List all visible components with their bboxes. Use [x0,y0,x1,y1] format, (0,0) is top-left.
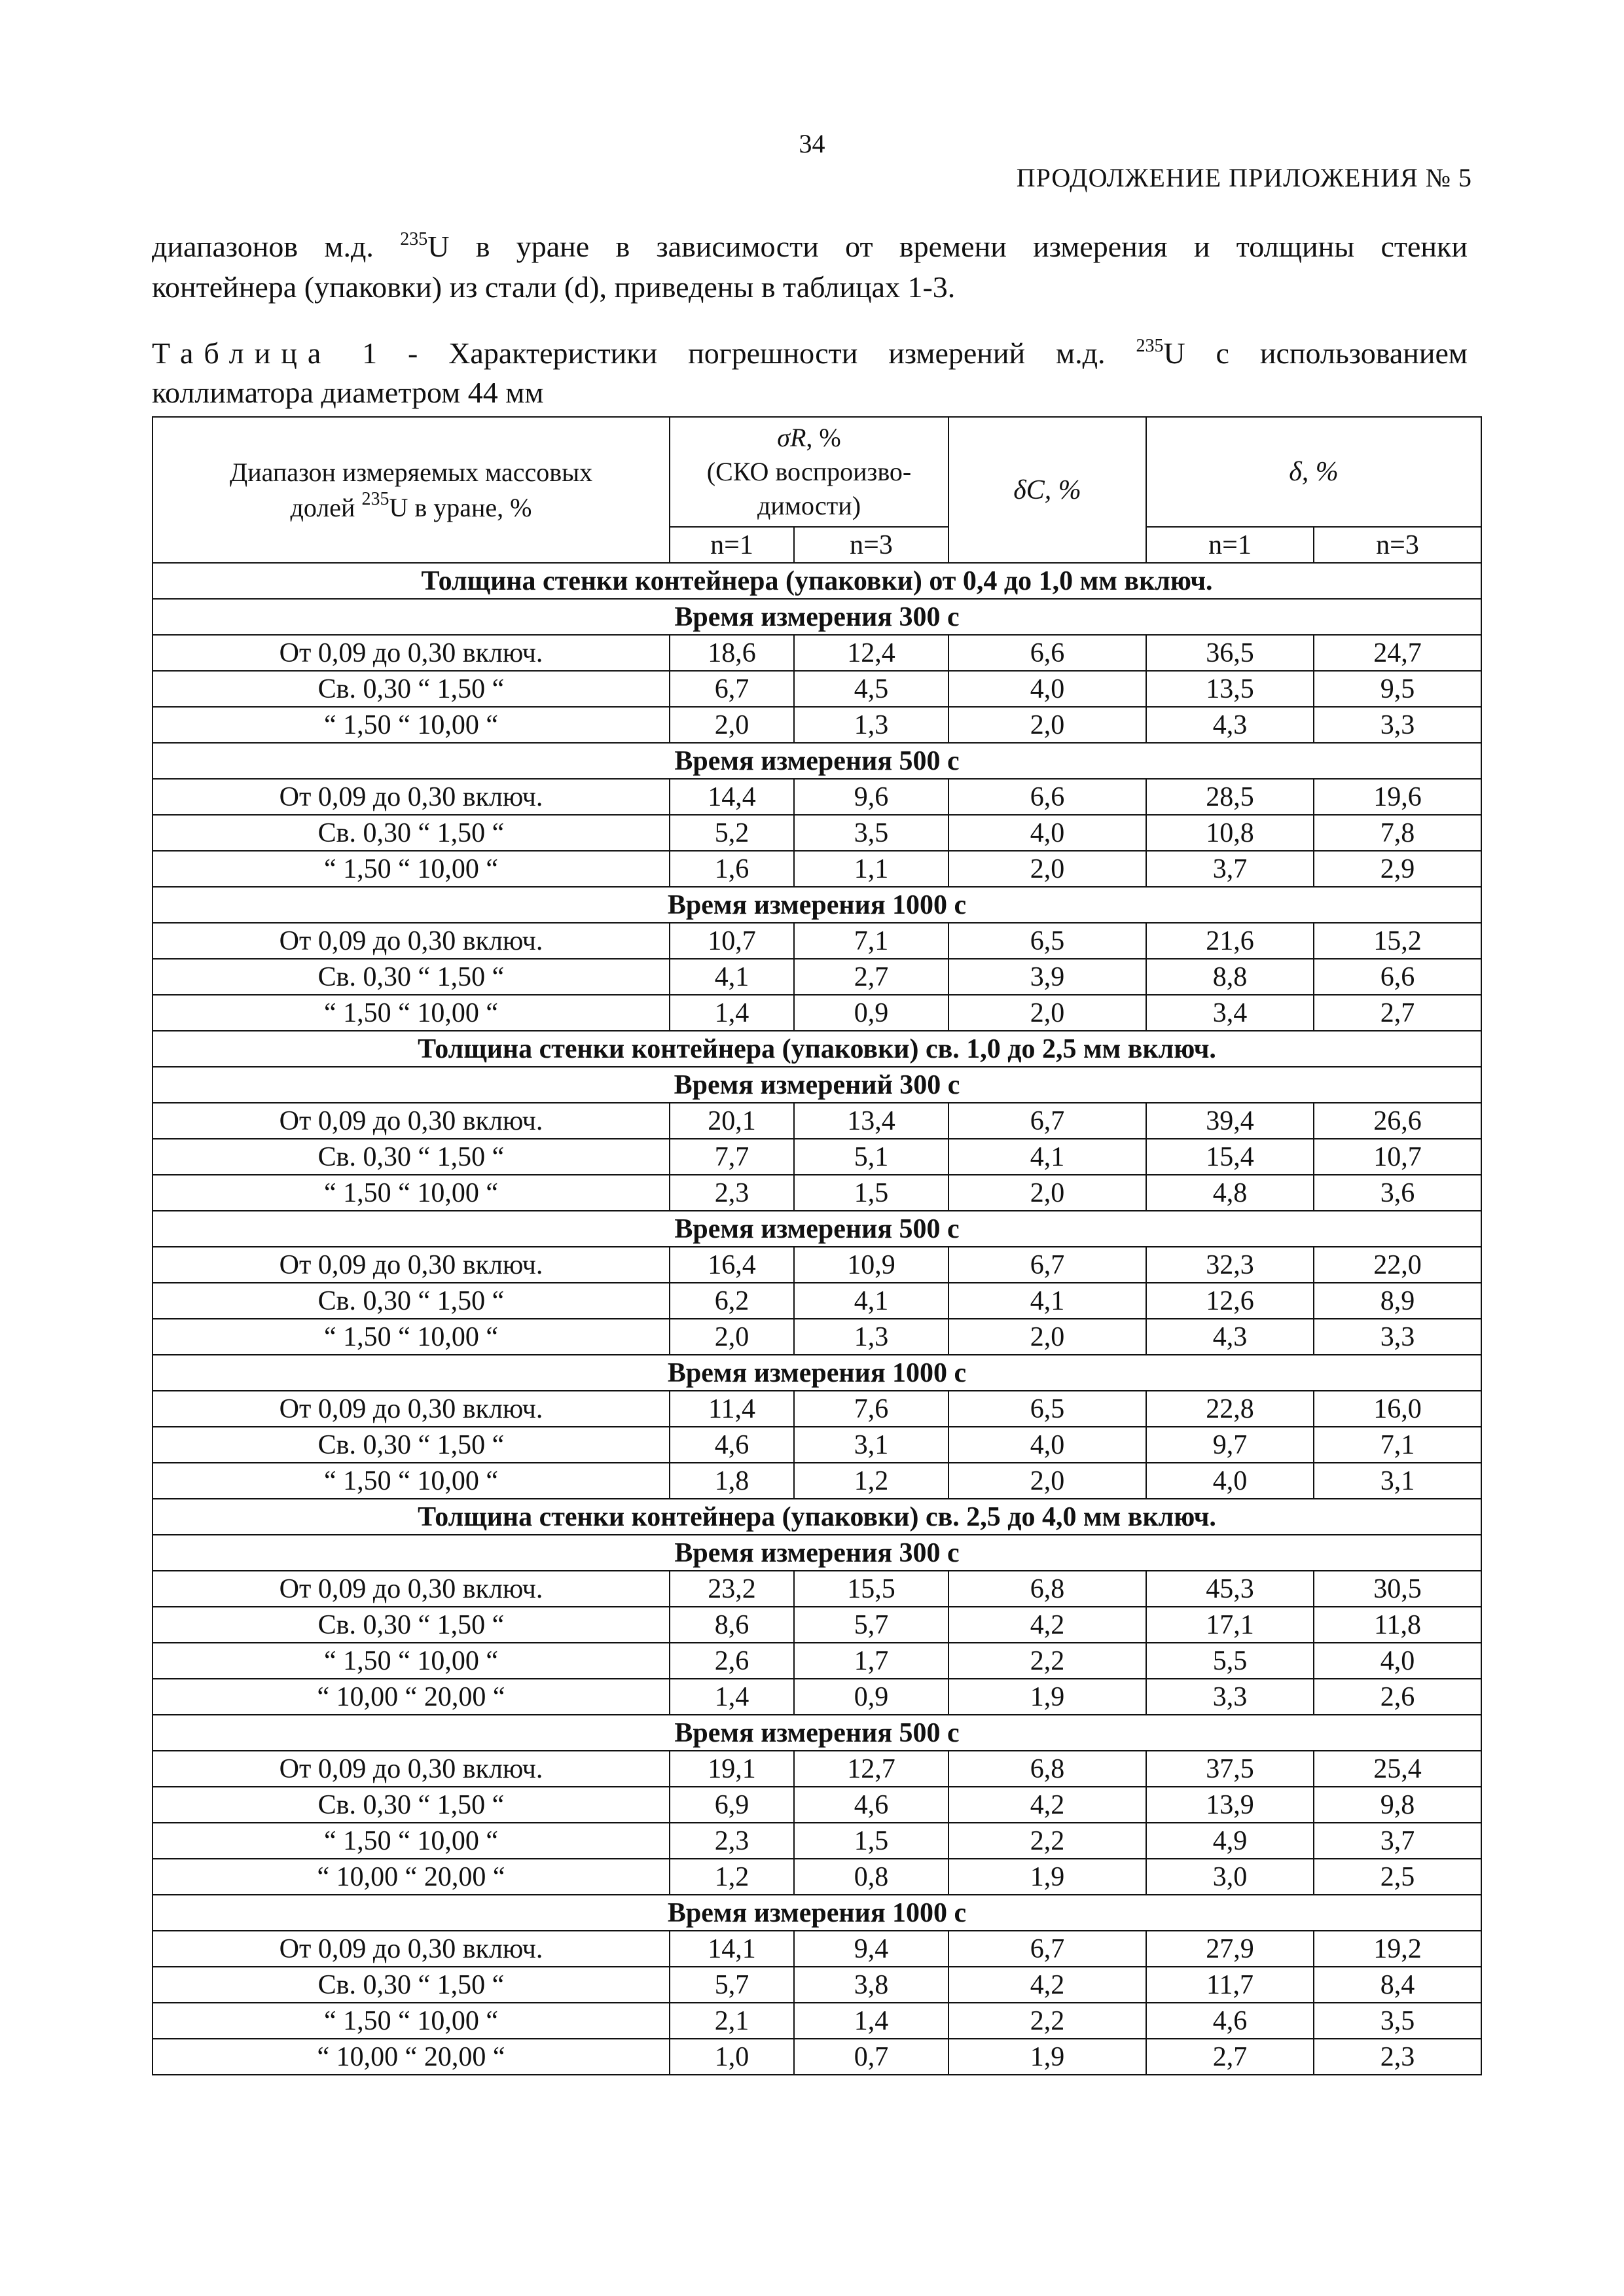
sigma-n1-cell: 2,3 [670,1175,794,1211]
delta-n3-cell: 3,1 [1314,1463,1481,1499]
header-delta-c: δC, % [948,417,1146,563]
range-cell: От 0,09 до 0,30 включ. [153,1391,670,1427]
delta-c-cell: 4,0 [948,671,1146,707]
range-cell: “ 1,50 “ 10,00 “ [153,1463,670,1499]
table-row [153,1391,1481,1427]
measurement-time-title: Время измерения 300 с [153,1535,1481,1571]
delta-c-cell: 2,0 [948,1463,1146,1499]
range-cell: “ 1,50 “ 10,00 “ [153,995,670,1031]
appendix-header: ПРОДОЛЖЕНИЕ ПРИЛОЖЕНИЯ № 5 [1016,163,1472,192]
delta-c-cell: 1,9 [948,1859,1146,1895]
delta-n3-cell: 10,7 [1314,1139,1481,1175]
caption-label: Таблица [152,336,332,370]
delta-n3-cell: 24,7 [1314,635,1481,671]
delta-c-cell: 6,8 [948,1751,1146,1787]
sigma-n1-cell: 16,4 [670,1247,794,1283]
range-cell: Св. 0,30 “ 1,50 “ [153,815,670,851]
delta-c-cell: 6,7 [948,1247,1146,1283]
sigma-n3-cell: 7,1 [794,923,948,959]
table-row [153,1427,1481,1463]
error-characteristics-table [152,416,1482,2075]
delta-c-cell: 4,2 [948,1967,1146,2003]
sigma-n3-cell: 1,3 [794,707,948,743]
delta-n1-cell: 5,5 [1146,1643,1314,1679]
table-caption [152,334,1468,412]
delta-n1-cell: 22,8 [1146,1391,1314,1427]
delta-n3-cell: 4,0 [1314,1643,1481,1679]
delta-n3-cell: 3,6 [1314,1175,1481,1211]
range-cell: От 0,09 до 0,30 включ. [153,779,670,815]
table-row [153,707,1481,743]
range-cell: “ 1,50 “ 10,00 “ [153,1319,670,1355]
table-row [153,1679,1481,1715]
sigma-n3-cell: 12,4 [794,635,948,671]
sigma-n3-cell: 0,7 [794,2039,948,2075]
sigma-n3-cell: 0,9 [794,995,948,1031]
range-cell: “ 1,50 “ 10,00 “ [153,1823,670,1859]
sigma-n3-cell: 5,1 [794,1139,948,1175]
header-sigma-n3: n=3 [794,527,948,563]
measurement-time-row [153,1355,1481,1391]
thickness-group-row [153,1499,1481,1535]
table-row [153,1139,1481,1175]
table-row [153,959,1481,995]
range-cell: Св. 0,30 “ 1,50 “ [153,1787,670,1823]
table-row [153,1103,1481,1139]
table-row [153,1823,1481,1859]
delta-n1-cell: 11,7 [1146,1967,1314,2003]
delta-n1-cell: 9,7 [1146,1427,1314,1463]
sigma-n3-cell: 15,5 [794,1571,948,1607]
sigma-n1-cell: 7,7 [670,1139,794,1175]
table-row [153,995,1481,1031]
sigma-n3-cell: 4,1 [794,1283,948,1319]
sigma-n1-cell: 10,7 [670,923,794,959]
sigma-n3-cell: 1,3 [794,1319,948,1355]
range-cell: От 0,09 до 0,30 включ. [153,635,670,671]
delta-n3-cell: 3,7 [1314,1823,1481,1859]
sigma-n3-cell: 1,5 [794,1823,948,1859]
delta-c-cell: 2,2 [948,2003,1146,2039]
caption-number: 1 [362,336,378,370]
range-cell: “ 10,00 “ 20,00 “ [153,2039,670,2075]
delta-n3-cell: 30,5 [1314,1571,1481,1607]
sigma-n3-cell: 9,4 [794,1931,948,1967]
table-row [153,1463,1481,1499]
sigma-n3-cell: 12,7 [794,1751,948,1787]
delta-n1-cell: 4,9 [1146,1823,1314,1859]
thickness-group-title: Толщина стенки контейнера (упаковки) от 0,4 до 1,0 мм включ. [153,563,1481,599]
delta-n1-cell: 4,0 [1146,1463,1314,1499]
table-row [153,1283,1481,1319]
range-cell: Св. 0,30 “ 1,50 “ [153,1139,670,1175]
sigma-n1-cell: 20,1 [670,1103,794,1139]
measurement-time-row [153,1067,1481,1103]
measurement-time-title: Время измерения 1000 с [153,1895,1481,1931]
delta-n3-cell: 19,2 [1314,1931,1481,1967]
delta-c-cell: 6,7 [948,1931,1146,1967]
delta-n3-cell: 3,5 [1314,2003,1481,2039]
sigma-n1-cell: 2,0 [670,1319,794,1355]
delta-n3-cell: 25,4 [1314,1751,1481,1787]
table-row [153,2003,1481,2039]
delta-n1-cell: 4,6 [1146,2003,1314,2039]
delta-n3-cell: 7,1 [1314,1427,1481,1463]
range-cell: “ 1,50 “ 10,00 “ [153,851,670,887]
table-row [153,1931,1481,1967]
measurement-time-row [153,1895,1481,1931]
delta-n3-cell: 22,0 [1314,1247,1481,1283]
delta-n1-cell: 15,4 [1146,1139,1314,1175]
sigma-n3-cell: 1,1 [794,851,948,887]
delta-n3-cell: 11,8 [1314,1607,1481,1643]
delta-n1-cell: 39,4 [1146,1103,1314,1139]
delta-n3-cell: 26,6 [1314,1103,1481,1139]
delta-n1-cell: 3,4 [1146,995,1314,1031]
delta-n1-cell: 3,3 [1146,1679,1314,1715]
sigma-n1-cell: 4,6 [670,1427,794,1463]
sigma-n1-cell: 18,6 [670,635,794,671]
delta-n1-cell: 37,5 [1146,1751,1314,1787]
range-cell: “ 1,50 “ 10,00 “ [153,1643,670,1679]
sigma-n3-cell: 7,6 [794,1391,948,1427]
measurement-time-row [153,1535,1481,1571]
intro-line-2: контейнера (упаковки) из стали (d), приведены в таблицах 1-3. [152,270,956,304]
measurement-time-row [153,599,1481,635]
delta-n3-cell: 2,5 [1314,1859,1481,1895]
delta-n3-cell: 2,6 [1314,1679,1481,1715]
sigma-n3-cell: 3,5 [794,815,948,851]
delta-c-cell: 2,0 [948,851,1146,887]
thickness-group-row [153,1031,1481,1067]
sigma-n1-cell: 1,2 [670,1859,794,1895]
table-row [153,1643,1481,1679]
measurement-time-title: Время измерения 1000 с [153,1355,1481,1391]
sigma-n1-cell: 11,4 [670,1391,794,1427]
table-row [153,1247,1481,1283]
measurement-time-title: Время измерения 1000 с [153,887,1481,923]
table-row [153,923,1481,959]
delta-c-cell: 6,6 [948,779,1146,815]
table-row [153,851,1481,887]
sigma-n1-cell: 6,2 [670,1283,794,1319]
delta-n1-cell: 8,8 [1146,959,1314,995]
delta-n1-cell: 27,9 [1146,1931,1314,1967]
header-sigma-r: σR, % (СКО воспроизво- димости) [670,417,948,527]
delta-n3-cell: 3,3 [1314,707,1481,743]
table-row [153,1571,1481,1607]
sigma-n1-cell: 23,2 [670,1571,794,1607]
intro-line-1: диапазонов м.д. $^{235}$U в уране в зависимости от времени измерения и толщины стенки [152,229,1468,263]
range-cell: От 0,09 до 0,30 включ. [153,1751,670,1787]
delta-c-cell: 4,2 [948,1787,1146,1823]
isotope-superscript: 235 [400,229,428,249]
delta-n1-cell: 12,6 [1146,1283,1314,1319]
table-row [153,1967,1481,2003]
delta-n3-cell: 2,7 [1314,995,1481,1031]
sigma-n3-cell: 4,5 [794,671,948,707]
measurement-time-title: Время измерения 500 с [153,1715,1481,1751]
measurement-time-title: Время измерения 500 с [153,1211,1481,1247]
delta-c-cell: 6,8 [948,1571,1146,1607]
thickness-group-title: Толщина стенки контейнера (упаковки) св. 1,0 до 2,5 мм включ. [153,1031,1481,1067]
sigma-n3-cell: 13,4 [794,1103,948,1139]
delta-n1-cell: 36,5 [1146,635,1314,671]
measurement-time-title: Время измерений 300 с [153,1067,1481,1103]
delta-c-cell: 6,5 [948,1391,1146,1427]
delta-c-cell: 6,7 [948,1103,1146,1139]
table-header [153,417,1481,563]
delta-n3-cell: 16,0 [1314,1391,1481,1427]
sigma-n1-cell: 6,9 [670,1787,794,1823]
delta-n1-cell: 13,5 [1146,671,1314,707]
range-cell: От 0,09 до 0,30 включ. [153,923,670,959]
caption-line-1: Таблица 1 - Характеристики погрешности измерений м.д. $^{235}$U с использованием [152,336,1468,370]
table-row [153,1175,1481,1211]
sigma-n3-cell: 2,7 [794,959,948,995]
delta-n1-cell: 17,1 [1146,1607,1314,1643]
delta-n1-cell: 4,3 [1146,1319,1314,1355]
page-number: 34 [799,129,825,158]
sigma-n3-cell: 0,9 [794,1679,948,1715]
sigma-n1-cell: 14,4 [670,779,794,815]
range-cell: “ 1,50 “ 10,00 “ [153,2003,670,2039]
sigma-n3-cell: 9,6 [794,779,948,815]
range-cell: “ 10,00 “ 20,00 “ [153,1859,670,1895]
delta-n3-cell: 19,6 [1314,779,1481,815]
delta-n1-cell: 21,6 [1146,923,1314,959]
range-cell: “ 1,50 “ 10,00 “ [153,707,670,743]
delta-c-cell: 1,9 [948,1679,1146,1715]
sigma-n3-cell: 1,5 [794,1175,948,1211]
delta-n1-cell: 3,0 [1146,1859,1314,1895]
delta-n1-cell: 3,7 [1146,851,1314,887]
caption-line-2: коллиматора диаметром 44 мм [152,376,544,409]
sigma-n1-cell: 5,7 [670,1967,794,2003]
sigma-n1-cell: 1,6 [670,851,794,887]
sigma-n3-cell: 3,1 [794,1427,948,1463]
sigma-n3-cell: 4,6 [794,1787,948,1823]
delta-n1-cell: 4,3 [1146,707,1314,743]
sigma-n1-cell: 2,3 [670,1823,794,1859]
thickness-group-row [153,563,1481,599]
table-row [153,2039,1481,2075]
delta-n3-cell: 9,8 [1314,1787,1481,1823]
measurement-time-title: Время измерения 500 с [153,743,1481,779]
delta-n3-cell: 6,6 [1314,959,1481,995]
intro-paragraph [152,226,1468,308]
table-row [153,779,1481,815]
table-row [153,635,1481,671]
delta-c-cell: 2,0 [948,1319,1146,1355]
sigma-n3-cell: 10,9 [794,1247,948,1283]
range-cell: “ 1,50 “ 10,00 “ [153,1175,670,1211]
sigma-n3-cell: 5,7 [794,1607,948,1643]
range-cell: От 0,09 до 0,30 включ. [153,1247,670,1283]
measurement-time-row [153,743,1481,779]
delta-n3-cell: 15,2 [1314,923,1481,959]
range-cell: Св. 0,30 “ 1,50 “ [153,671,670,707]
sigma-n1-cell: 5,2 [670,815,794,851]
delta-c-cell: 4,0 [948,1427,1146,1463]
range-cell: От 0,09 до 0,30 включ. [153,1931,670,1967]
range-cell: Св. 0,30 “ 1,50 “ [153,1607,670,1643]
header-delta-n1: n=1 [1146,527,1314,563]
sigma-n1-cell: 4,1 [670,959,794,995]
delta-c-cell: 6,5 [948,923,1146,959]
delta-n3-cell: 8,9 [1314,1283,1481,1319]
delta-n3-cell: 7,8 [1314,815,1481,851]
delta-c-cell: 2,0 [948,1175,1146,1211]
delta-c-cell: 3,9 [948,959,1146,995]
header-delta: δ, % [1146,417,1481,527]
delta-n1-cell: 4,8 [1146,1175,1314,1211]
measurement-time-row [153,1715,1481,1751]
sigma-n1-cell: 2,6 [670,1643,794,1679]
sigma-n1-cell: 8,6 [670,1607,794,1643]
range-cell: От 0,09 до 0,30 включ. [153,1571,670,1607]
delta-n1-cell: 32,3 [1146,1247,1314,1283]
sigma-n3-cell: 1,7 [794,1643,948,1679]
delta-c-cell: 2,0 [948,995,1146,1031]
delta-n3-cell: 9,5 [1314,671,1481,707]
range-cell: Св. 0,30 “ 1,50 “ [153,1283,670,1319]
thickness-group-title: Толщина стенки контейнера (упаковки) св. 2,5 до 4,0 мм включ. [153,1499,1481,1535]
table-body [153,563,1481,2075]
table-row [153,1319,1481,1355]
delta-n1-cell: 2,7 [1146,2039,1314,2075]
sigma-n1-cell: 1,4 [670,1679,794,1715]
header-range: Диапазон измеряемых массовых долей $^{235}$U в уране, % [153,417,670,563]
table-row [153,1787,1481,1823]
sigma-n3-cell: 1,4 [794,2003,948,2039]
delta-n3-cell: 8,4 [1314,1967,1481,2003]
delta-c-cell: 4,2 [948,1607,1146,1643]
sigma-n1-cell: 1,0 [670,2039,794,2075]
isotope-superscript: 235 [1136,336,1164,356]
sigma-n1-cell: 1,4 [670,995,794,1031]
measurement-time-row [153,887,1481,923]
range-cell: Св. 0,30 “ 1,50 “ [153,1967,670,2003]
table-row [153,815,1481,851]
delta-c-cell: 1,9 [948,2039,1146,2075]
sigma-n1-cell: 1,8 [670,1463,794,1499]
delta-n1-cell: 45,3 [1146,1571,1314,1607]
header-delta-n3: n=3 [1314,527,1481,563]
table-row [153,1751,1481,1787]
delta-n3-cell: 3,3 [1314,1319,1481,1355]
delta-c-cell: 2,2 [948,1823,1146,1859]
sigma-n3-cell: 1,2 [794,1463,948,1499]
sigma-n1-cell: 6,7 [670,671,794,707]
delta-c-cell: 4,0 [948,815,1146,851]
sigma-n1-cell: 19,1 [670,1751,794,1787]
sigma-n1-cell: 2,0 [670,707,794,743]
delta-n1-cell: 28,5 [1146,779,1314,815]
delta-n3-cell: 2,3 [1314,2039,1481,2075]
delta-n1-cell: 10,8 [1146,815,1314,851]
sigma-n3-cell: 3,8 [794,1967,948,2003]
table-row [153,671,1481,707]
delta-c-cell: 4,1 [948,1283,1146,1319]
table-row [153,1859,1481,1895]
range-cell: Св. 0,30 “ 1,50 “ [153,1427,670,1463]
table-row [153,1607,1481,1643]
measurement-time-title: Время измерения 300 с [153,599,1481,635]
sigma-n1-cell: 14,1 [670,1931,794,1967]
range-cell: От 0,09 до 0,30 включ. [153,1103,670,1139]
range-cell: Св. 0,30 “ 1,50 “ [153,959,670,995]
range-cell: “ 10,00 “ 20,00 “ [153,1679,670,1715]
header-sigma-n1: n=1 [670,527,794,563]
delta-c-cell: 6,6 [948,635,1146,671]
delta-c-cell: 2,2 [948,1643,1146,1679]
measurement-time-row [153,1211,1481,1247]
delta-c-cell: 4,1 [948,1139,1146,1175]
delta-c-cell: 2,0 [948,707,1146,743]
delta-n3-cell: 2,9 [1314,851,1481,887]
sigma-n3-cell: 0,8 [794,1859,948,1895]
delta-n1-cell: 13,9 [1146,1787,1314,1823]
sigma-n1-cell: 2,1 [670,2003,794,2039]
